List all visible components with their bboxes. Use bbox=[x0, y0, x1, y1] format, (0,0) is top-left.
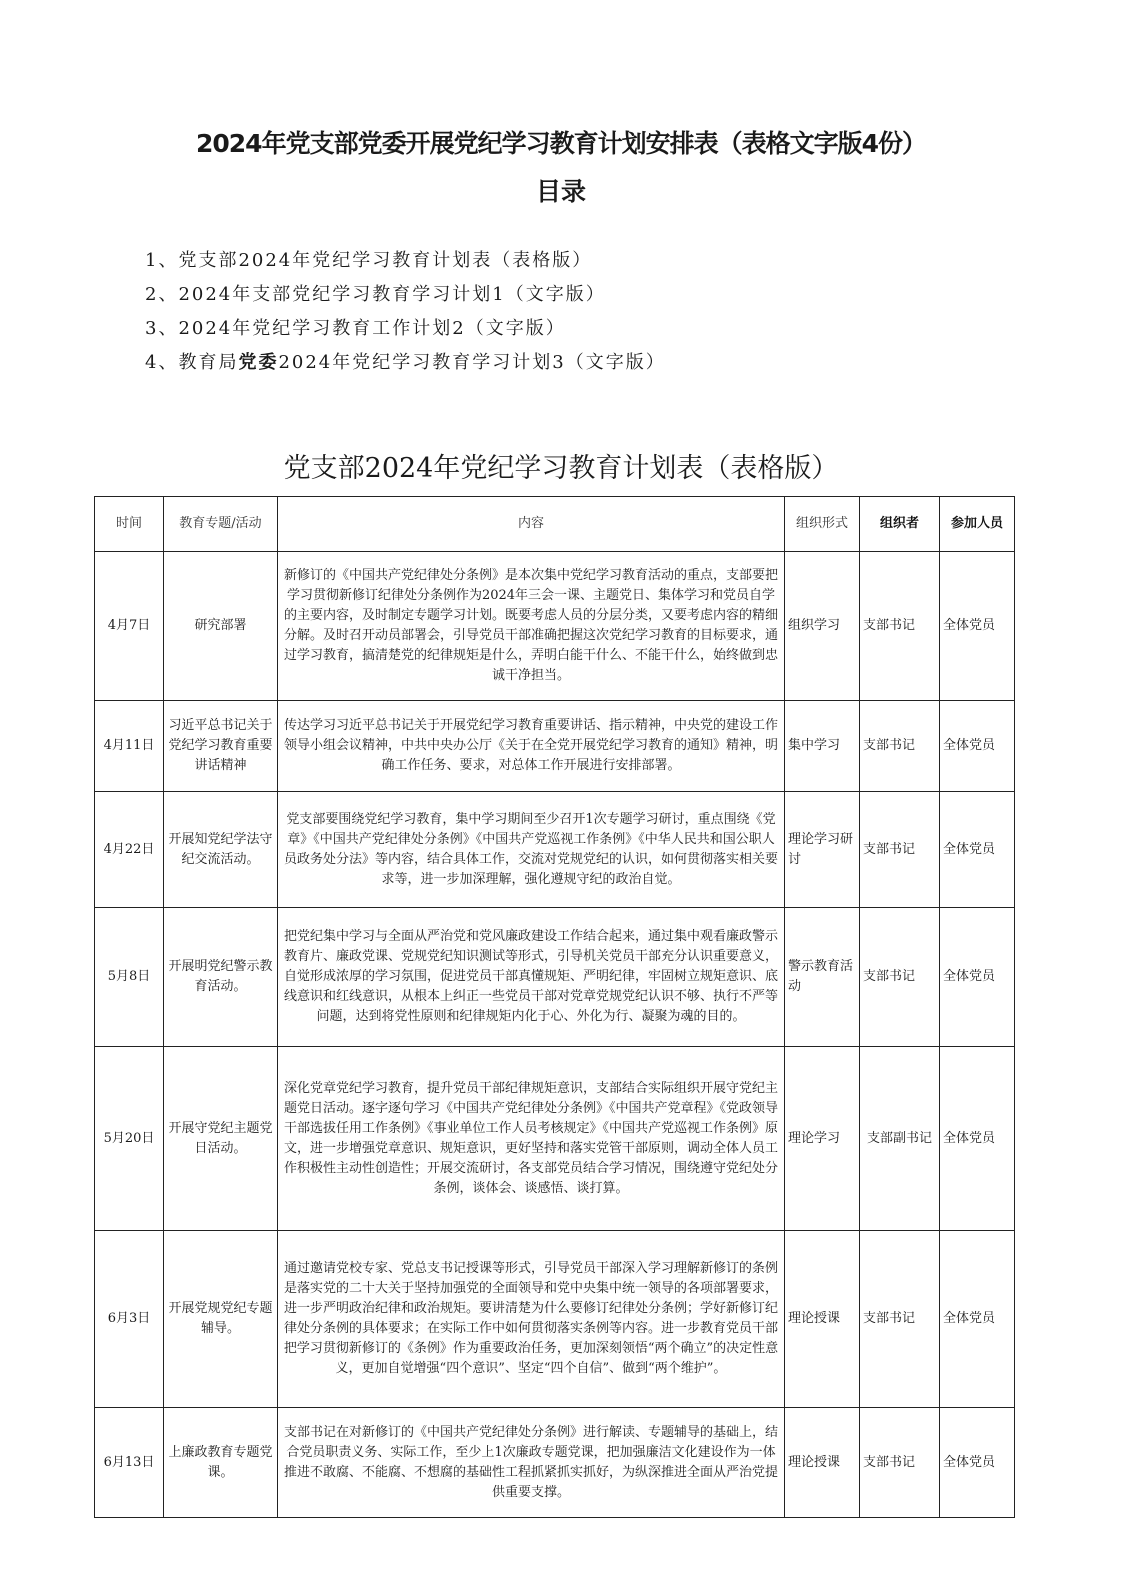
cell-date: 4月22日 bbox=[95, 792, 164, 908]
header-participants: 参加人员 bbox=[940, 497, 1015, 552]
table-of-contents bbox=[145, 244, 666, 380]
cell-topic: 开展明党纪警示教育活动。 bbox=[164, 908, 278, 1047]
cell-content: 党支部要围绕党纪学习教育，集中学习期间至少召开1次专题学习研讨，重点围绕《党章》《中国共产党纪律处分条例》《中国共产党巡视工作条例》《中华人民共和国公职人员政务处分法》等内容，结合具体工作，交流对党规党纪的认识，如何贯彻落实相关要求等，进一步加深理解，强化遵规守纪的政治自觉。 bbox=[278, 792, 785, 908]
table-row bbox=[95, 701, 1015, 792]
cell-organizer: 支部书记 bbox=[860, 1408, 940, 1518]
cell-content: 通过邀请党校专家、党总支书记授课等形式，引导党员干部深入学习理解新修订的条例是落实党的二十大关于坚持加强党的全面领导和党中央集中统一领导的各项部署要求，进一步严明政治纪律和政治规矩。要讲清楚为什么要修订纪律处分条例；学好新修订纪律处分条例的具体要求；在实际工作中如何贯彻落实条例等内容。进一步教育党员干部把学习贯彻新修订的《条例》作为重要政治任务，更加深刻领悟“两个确立”的决定性意义，更加自觉增强“四个意识”、坚定“四个自信”、做到“两个维护”。 bbox=[278, 1231, 785, 1408]
cell-participants: 全体党员 bbox=[940, 1047, 1015, 1231]
cell-form: 集中学习 bbox=[785, 701, 860, 792]
cell-participants: 全体党员 bbox=[940, 701, 1015, 792]
cell-topic: 研究部署 bbox=[164, 552, 278, 701]
toc-item[interactable]: 1、党支部2024年党纪学习教育计划表（表格版） bbox=[145, 250, 593, 271]
table-title: 党支部2024年党纪学习教育计划表（表格版） bbox=[283, 453, 839, 484]
plan-table bbox=[94, 496, 1015, 1518]
cell-date: 4月7日 bbox=[95, 552, 164, 701]
cell-content: 支部书记在对新修订的《中国共产党纪律处分条例》进行解读、专题辅导的基础上，结合党员职责义务、实际工作，至少上1次廉政专题党课，把加强廉洁文化建设作为一体推进不敢腐、不能腐、不想腐的基础性工程抓紧抓实抓好，为纵深推进全面从严治党提供重要支撑。 bbox=[278, 1408, 785, 1518]
cell-participants: 全体党员 bbox=[940, 1231, 1015, 1408]
toc-item[interactable]: 2、2024年支部党纪学习教育学习计划1（文字版） bbox=[145, 284, 606, 305]
document-title: 2024年党支部党委开展党纪学习教育计划安排表（表格文字版4份） bbox=[196, 129, 926, 158]
cell-content: 新修订的《中国共产党纪律处分条例》是本次集中党纪学习教育活动的重点，支部要把学习贯彻新修订纪律处分条例作为2024年三会一课、主题党日、集体学习和党员自学的主要内容，及时制定专题学习计划。既要考虑人员的分层分类，又要考虑内容的精细分解。及时召开动员部署会，引导党员干部准确把握这次党纪学习教育的目标要求，通过学习教育，搞清楚党的纪律规矩是什么，弄明白能干什么、不能干什么，始终做到忠诚干净担当。 bbox=[278, 552, 785, 701]
cell-participants: 全体党员 bbox=[940, 908, 1015, 1047]
cell-organizer: 支部书记 bbox=[860, 792, 940, 908]
toc-item[interactable]: 4、教育局党委2024年党纪学习教育学习计划3（文字版） bbox=[145, 352, 666, 373]
cell-participants: 全体党员 bbox=[940, 792, 1015, 908]
cell-topic: 习近平总书记关于党纪学习教育重要讲话精神 bbox=[164, 701, 278, 792]
cell-date: 6月13日 bbox=[95, 1408, 164, 1518]
toc-heading: 目录 bbox=[535, 177, 586, 206]
table-row bbox=[95, 1408, 1015, 1518]
cell-form: 理论授课 bbox=[785, 1408, 860, 1518]
cell-date: 5月8日 bbox=[95, 908, 164, 1047]
cell-date: 5月20日 bbox=[95, 1047, 164, 1231]
cell-topic: 上廉政教育专题党课。 bbox=[164, 1408, 278, 1518]
cell-content: 深化党章党纪学习教育，提升党员干部纪律规矩意识，支部结合实际组织开展守党纪主题党日活动。逐字逐句学习《中国共产党纪律处分条例》《中国共产党章程》《党政领导干部选拔任用工作条例》《事业单位工作人员考核规定》《中国共产党巡视工作条例》原文，进一步增强党章意识、规矩意识，更好坚持和落实党管干部原则，调动全体人员工作积极性主动性创造性；开展交流研讨，各支部党员结合学习情况，围绕遵守党纪处分条例，谈体会、谈感悟、谈打算。 bbox=[278, 1047, 785, 1231]
cell-content: 传达学习习近平总书记关于开展党纪学习教育重要讲话、指示精神，中央党的建设工作领导小组会议精神，中共中央办公厅《关于在全党开展党纪学习教育的通知》精神，明确工作任务、要求，对总体工作开展进行安排部署。 bbox=[278, 701, 785, 792]
cell-organizer: 支部书记 bbox=[860, 1231, 940, 1408]
header-content: 内容 bbox=[278, 497, 785, 552]
header-form: 组织形式 bbox=[785, 497, 860, 552]
toc-item[interactable]: 3、2024年党纪学习教育工作计划2（文字版） bbox=[145, 318, 566, 339]
cell-form: 理论学习研讨 bbox=[785, 792, 860, 908]
table-row bbox=[95, 908, 1015, 1047]
table-row bbox=[95, 1231, 1015, 1408]
cell-participants: 全体党员 bbox=[940, 1408, 1015, 1518]
cell-form: 警示教育活动 bbox=[785, 908, 860, 1047]
table-row bbox=[95, 792, 1015, 908]
table-row bbox=[95, 552, 1015, 701]
cell-form: 组织学习 bbox=[785, 552, 860, 701]
cell-organizer: 支部书记 bbox=[860, 908, 940, 1047]
cell-topic: 开展知党纪学法守纪交流活动。 bbox=[164, 792, 278, 908]
cell-date: 6月3日 bbox=[95, 1231, 164, 1408]
cell-participants: 全体党员 bbox=[940, 552, 1015, 701]
header-organizer: 组织者 bbox=[860, 497, 940, 552]
cell-organizer: 支部书记 bbox=[860, 552, 940, 701]
cell-topic: 开展党规党纪专题辅导。 bbox=[164, 1231, 278, 1408]
cell-content: 把党纪集中学习与全面从严治党和党风廉政建设工作结合起来，通过集中观看廉政警示教育片、廉政党课、党规党纪知识测试等形式，引导机关党员干部充分认识重要意义，自觉形成浓厚的学习氛围，促进党员干部真懂规矩、严明纪律，牢固树立规矩意识、底线意识和红线意识，从根本上纠正一些党员干部对党章党规党纪认识不够、执行不严等问题，达到将党性原则和纪律规矩内化于心、外化为行、凝聚为魂的目的。 bbox=[278, 908, 785, 1047]
cell-organizer: 支部书记 bbox=[860, 701, 940, 792]
cell-topic: 开展守党纪主题党日活动。 bbox=[164, 1047, 278, 1231]
header-topic: 教育专题/活动 bbox=[164, 497, 278, 552]
toc-bold-text: 党委 bbox=[238, 352, 279, 373]
cell-organizer: 支部副书记 bbox=[860, 1047, 940, 1231]
header-time: 时间 bbox=[95, 497, 164, 552]
cell-form: 理论学习 bbox=[785, 1047, 860, 1231]
table-row bbox=[95, 1047, 1015, 1231]
cell-form: 理论授课 bbox=[785, 1231, 860, 1408]
cell-date: 4月11日 bbox=[95, 701, 164, 792]
table-header-row bbox=[95, 497, 1015, 552]
